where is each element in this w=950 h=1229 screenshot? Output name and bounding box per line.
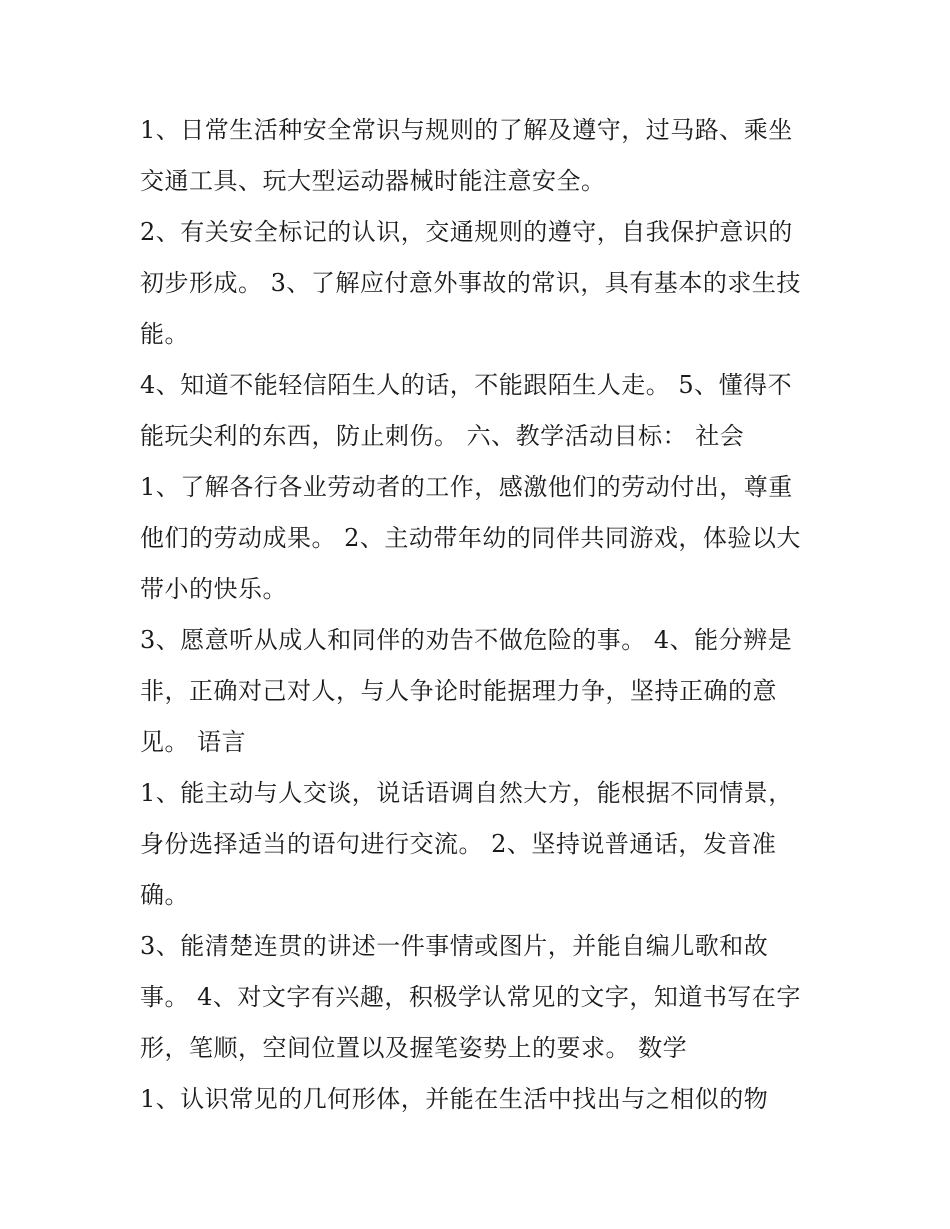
text-line: 能。 [140,320,189,348]
text-line: 1、认识常见的几何形体，并能在生活中找出与之相似的物 [140,1085,769,1113]
text-line: 初步形成。 3、了解应付意外事故的常识，具有基本的求生技 [140,269,801,297]
text-line: 事。 4、对文字有兴趣，积极学认常见的文字，知道书写在字 [140,983,801,1011]
text-line: 身份选择适当的语句进行交流。 2、坚持说普通话，发音准 [140,830,777,858]
text-line: 1、能主动与人交谈，说话语调自然大方，能根据不同情景， [140,779,793,807]
text-line: 形，笔顺，空间位置以及握笔姿势上的要求。 数学 [140,1034,688,1062]
text-line: 非，正确对己对人，与人争论时能据理力争，坚持正确的意 [140,677,777,705]
text-line: 1、日常生活种安全常识与规则的了解及遵守，过马路、乘坐 [140,116,793,144]
text-line: 2、有关安全标记的认识，交通规则的遵守，自我保护意识的 [140,218,793,246]
text-line: 他们的劳动成果。 2、主动带年幼的同伴共同游戏，体验以大 [140,524,801,552]
text-line: 3、能清楚连贯的讲述一件事情或图片，并能自编儿歌和故 [140,932,769,960]
text-line: 能玩尖利的东西，防止刺伤。 六、教学活动目标： 社会 [140,422,745,450]
text-line: 4、知道不能轻信陌生人的话，不能跟陌生人走。 5、懂得不 [140,371,793,399]
text-line: 3、愿意听从成人和同伴的劝告不做危险的事。 4、能分辨是 [140,626,793,654]
text-line: 带小的快乐。 [140,575,287,603]
text-line: 交通工具、玩大型运动器械时能注意安全。 [140,167,606,195]
text-line: 1、了解各行各业劳动者的工作，感激他们的劳动付出，尊重 [140,473,793,501]
text-line: 见。 语言 [140,728,247,756]
text-line: 确。 [140,881,189,909]
